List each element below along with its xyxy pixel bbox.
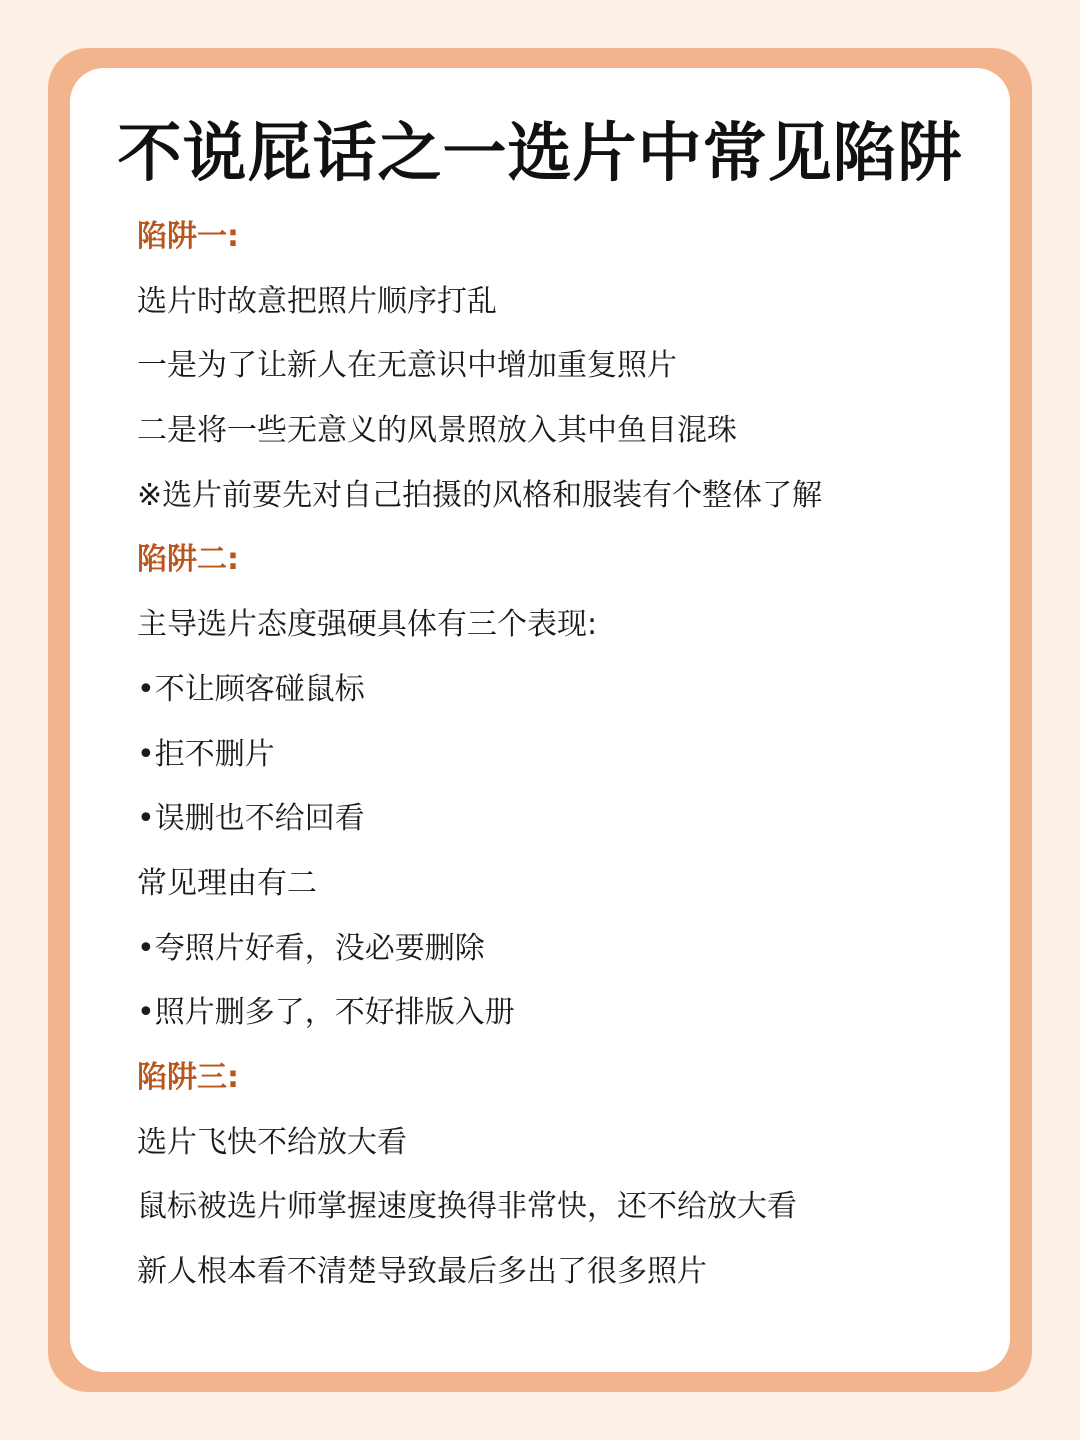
section-heading-3: 陷阱三: (137, 1059, 239, 1095)
bullet-item: •夸照片好看，没必要删除 (137, 930, 485, 966)
text-line: 鼠标被选片师掌握速度换得非常快，还不给放大看 (137, 1189, 797, 1225)
bullet-item: •不让顾客碰鼠标 (137, 671, 365, 707)
text-line: 一是为了让新人在无意识中增加重复照片 (137, 348, 677, 384)
text-line: 新人根本看不清楚导致最后多出了很多照片 (137, 1254, 707, 1289)
page-title: 不说屁话之一选片中常见陷阱 (117, 117, 963, 191)
bullet-item: •误删也不给回看 (137, 801, 365, 837)
section-heading-2: 陷阱二: (137, 542, 239, 578)
text-line: 主导选片态度强硬具体有三个表现: (137, 607, 598, 643)
article-body (137, 205, 1017, 1305)
bullet-item: •照片删多了，不好排版入册 (137, 995, 515, 1031)
text-line: 选片飞快不给放大看 (137, 1124, 407, 1160)
text-line: 二是将一些无意义的风景照放入其中鱼目混珠 (137, 413, 737, 449)
section-heading-1: 陷阱一: (137, 219, 239, 254)
text-line: ※选片前要先对自己拍摄的风格和服装有个整体了解 (137, 477, 823, 513)
text-line: 选片时故意把照片顺序打乱 (137, 283, 497, 319)
bullet-item: •拒不删片 (137, 736, 275, 772)
text-line: 常见理由有二 (137, 865, 317, 901)
